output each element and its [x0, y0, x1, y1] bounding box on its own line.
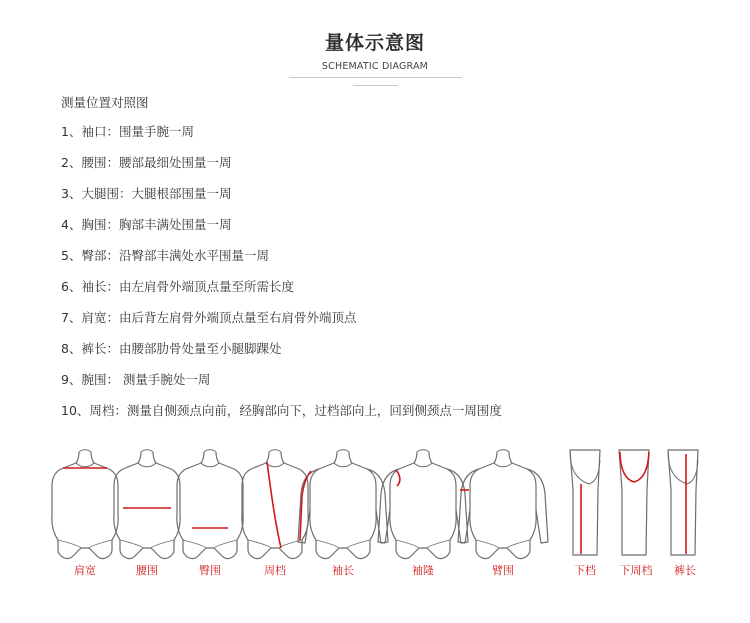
measurement-item: 8、裤长：由腰部肋骨处量至小腿脚踝处 [61, 341, 282, 356]
measurement-item: 3、大腿围：大腿根部围量一周 [61, 186, 232, 201]
figure-sleeve-rise [378, 450, 468, 559]
figure-shoulder-width [52, 450, 118, 559]
page-title: 量体示意图 [324, 32, 425, 54]
figure-arm-round [458, 450, 548, 559]
figure-pants-length [668, 450, 698, 555]
title-divider-short [353, 85, 398, 86]
intro-heading: 测量位置对照图 [61, 95, 149, 110]
caption-lower-crotch-round: 下周档 [619, 564, 653, 577]
figure-sleeve-length [298, 450, 388, 559]
measurement-item: 1、袖口：围量手腕一周 [61, 124, 194, 139]
measurement-item: 9、腕围： 测量手腕处一周 [61, 372, 211, 387]
measurement-list [61, 124, 502, 434]
measurement-item: 2、腰围：腰部最细处围量一周 [61, 155, 232, 170]
measurement-item: 4、胸围：胸部丰满处围量一周 [61, 217, 232, 232]
measurement-item: 10、周档：测量自侧颈点向前，经胸部向下，过档部向上，回到侧颈点一周围度 [61, 403, 502, 418]
measurement-item: 5、臀部：沿臀部丰满处水平围量一周 [61, 248, 269, 263]
page-subtitle: SCHEMATIC DIAGRAM [321, 61, 429, 72]
caption-arm-round: 臂围 [492, 564, 514, 577]
figure-hip [177, 450, 243, 559]
figure-waist [114, 450, 180, 559]
caption-waist: 腰围 [136, 564, 158, 577]
caption-sleeve-rise: 袖隆 [412, 564, 434, 577]
caption-shoulder-width: 肩宽 [74, 564, 96, 577]
caption-sleeve-length: 袖长 [332, 564, 354, 577]
caption-pants-length: 裤长 [674, 564, 696, 577]
header [0, 28, 750, 72]
figure-lower-crotch [570, 450, 600, 555]
caption-hip: 臀围 [199, 564, 221, 577]
measurement-item: 7、肩宽：由后背左肩骨外端顶点量至右肩骨外端顶点 [61, 310, 357, 325]
caption-lower-crotch: 下档 [574, 564, 596, 577]
title-divider [289, 77, 462, 78]
measurement-item: 6、袖长：由左肩骨外端顶点量至所需长度 [61, 279, 294, 294]
caption-crotch-round: 周档 [264, 564, 286, 577]
figure-lower-crotch-round [619, 450, 649, 555]
